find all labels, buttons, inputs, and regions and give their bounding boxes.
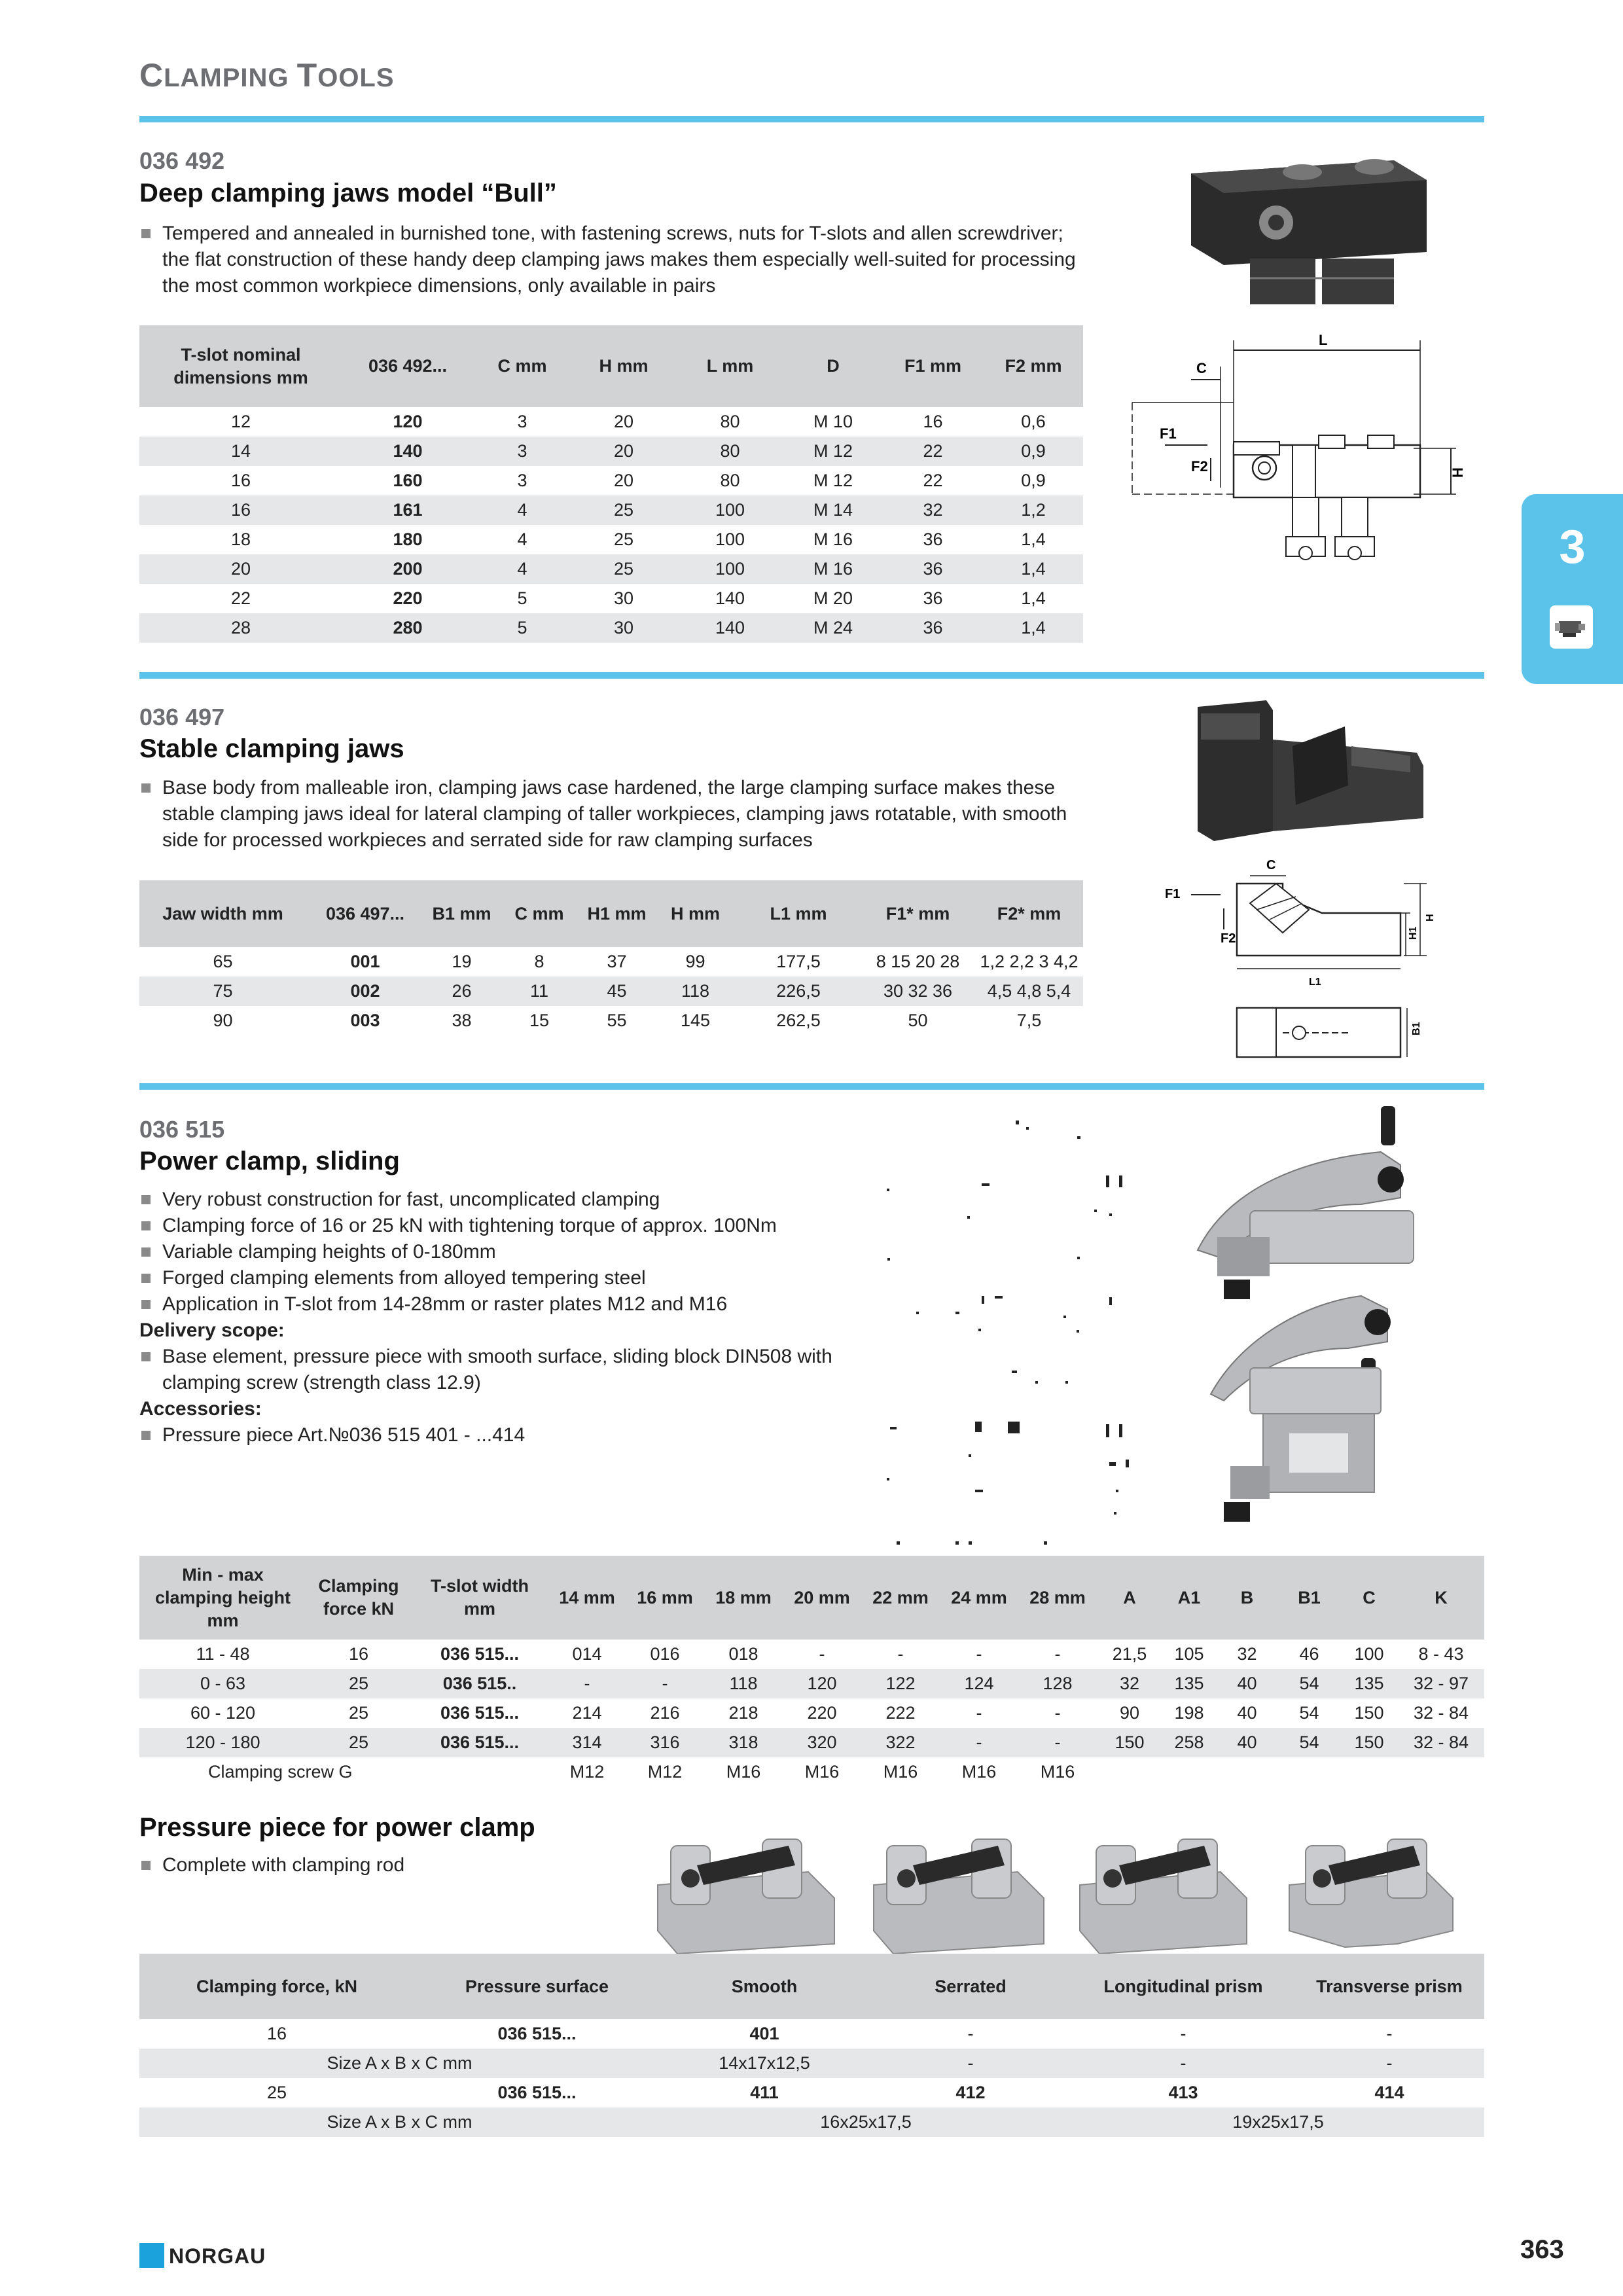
product-photo-bull-jaws [1178, 154, 1440, 314]
section-rule [139, 672, 1484, 679]
dim-label-H: H [1425, 914, 1436, 922]
product-title: Pressure piece for power clamp [139, 1813, 535, 1842]
col-header: B [1216, 1556, 1278, 1640]
table-row: 11 - 48 16 036 515... 014 016 018 - - - - 21,5 105 32 46 100 8 - 43 [196, 1644, 1464, 1664]
article-number: 036 492 [139, 147, 225, 174]
force-label-F2: F2 [1191, 458, 1208, 475]
col-header: Smooth [660, 1954, 869, 2019]
dim-label-L1: L1 [1309, 977, 1321, 988]
col-header: H1 mm [579, 880, 654, 947]
table-row: 25 036 515... 411 412 413 414 [266, 2083, 1404, 2102]
col-header: 22 mm [861, 1556, 940, 1640]
product-title: Deep clamping jaws model “Bull” [139, 179, 557, 207]
bullet-item: Complete with clamping rod [139, 1852, 663, 1878]
table-row: 20 200 4 25 100 M 16 36 1,4 [139, 554, 1083, 584]
col-header: 18 mm [704, 1556, 783, 1640]
col-header: A [1097, 1556, 1162, 1640]
table-row: 75 002 26 11 45 118 226,5 30 32 36 4,5 4,8 5,4 [139, 977, 1083, 1006]
product-description [139, 775, 1082, 853]
page-title: CLAMPING TOOLS [139, 57, 395, 94]
pressure-piece-longitudinal-prism [1080, 1839, 1247, 1954]
col-header: 20 mm [783, 1556, 861, 1640]
table-header-row [139, 1954, 1484, 2019]
table-row: 18 180 4 25 100 M 16 36 1,4 [230, 529, 1046, 549]
table-header-row [139, 1556, 1484, 1640]
col-header: Min - max clamping height mm [139, 1556, 306, 1640]
bullet-item: Very robust construction for fast, uncomplicated clamping [139, 1187, 912, 1213]
product-photo-stable-jaws [1188, 700, 1430, 844]
product-features [139, 1187, 912, 1448]
col-header: T-slot nominal dimensions mm [139, 325, 342, 407]
col-header: F2 mm [984, 325, 1083, 407]
col-header: Serrated [869, 1954, 1072, 2019]
col-header: L1 mm [736, 880, 861, 947]
pressure-piece-transverse-prism [1289, 1839, 1453, 1947]
col-header: Pressure surface [414, 1954, 660, 2019]
spec-table-pressure-piece [139, 1954, 1484, 2137]
brand-name: NORGAU [169, 2244, 266, 2268]
product-title: Power clamp, sliding [139, 1147, 400, 1175]
col-header: F1 mm [882, 325, 984, 407]
table-row: 14 140 3 20 80 M 12 22 0,9 [139, 437, 1083, 466]
bullet-item: Pressure piece Art.№036 515 401 - ...414 [139, 1422, 912, 1448]
product-description [139, 221, 1082, 299]
bullet-item: Base element, pressure piece with smooth surface, sliding block DIN508 with clamping screw (strength class 12.9) [139, 1344, 912, 1396]
spec-table-036492 [139, 325, 1083, 643]
table-row: 28 280 5 30 140 M 24 36 1,4 [139, 613, 1083, 643]
table-row: 16 160 3 20 80 M 12 22 0,9 [230, 471, 1046, 490]
col-header: K [1398, 1556, 1484, 1640]
technical-drawing-stable-jaws [1152, 857, 1440, 1067]
page-number: 363 [1520, 2235, 1564, 2264]
force-label-F1: F1 [1160, 425, 1177, 442]
pressure-piece-smooth [658, 1839, 834, 1954]
table-row-clamping-screw: Clamping screw G M12 M12 M16 M16 M16 M16 M16 [208, 1762, 1075, 1782]
clamp-tool-icon [1550, 605, 1593, 649]
col-header: 24 mm [940, 1556, 1018, 1640]
col-header: 28 mm [1018, 1556, 1097, 1640]
col-header: Longitudinal prism [1072, 1954, 1294, 2019]
chapter-number: 3 [1559, 521, 1586, 573]
pressure-piece-serrated [874, 1839, 1044, 1954]
col-header: Transverse prism [1294, 1954, 1484, 2019]
col-header: C mm [473, 325, 571, 407]
col-header: 14 mm [548, 1556, 626, 1640]
delivery-scope-label: Delivery scope: [139, 1319, 285, 1341]
spec-table-036497 [139, 880, 1083, 1035]
article-number: 036 497 [139, 704, 225, 730]
table-row: 12 120 3 20 80 M 10 16 0,6 [230, 412, 1046, 431]
product-title: Stable clamping jaws [139, 734, 404, 763]
bullet-item: Clamping force of 16 or 25 kN with tightening torque of approx. 100Nm [139, 1213, 912, 1239]
dim-label-H1: H1 [1408, 926, 1419, 940]
col-header: F2* mm [975, 880, 1083, 947]
accessories-label: Accessories: [139, 1398, 262, 1420]
dim-label-C: C [1196, 360, 1207, 376]
section-rule [139, 1083, 1484, 1090]
bullet-item: Forged clamping elements from alloyed tempering steel [139, 1265, 912, 1291]
bullet-item: Base body from malleable iron, clamping jaws case hardened, the large clamping surface makes these stable clamping jaws ideal for lateral clamping of taller workpieces, clamping jaws rotatable, with smooth side for processed workpieces and serrated side for raw clamping surfaces [139, 775, 1082, 853]
col-header: C mm [499, 880, 579, 947]
table-row: 16 161 4 25 100 M 14 32 1,2 [139, 495, 1083, 525]
table-row: 90 003 38 15 55 145 262,5 50 7,5 [213, 1011, 1042, 1030]
product-photos-pressure-pieces [645, 1833, 1463, 1957]
col-header: D [784, 325, 882, 407]
table-row: 120 - 180 25 036 515... 314 316 318 320 322 - - 150 258 40 54 150 32 - 84 [139, 1728, 1484, 1757]
col-header: T-slot width mm [411, 1556, 548, 1640]
dim-label-H: H [1450, 467, 1466, 478]
col-header: 036 497... [306, 880, 424, 947]
table-row: 60 - 120 25 036 515... 214 216 218 220 222 - - 90 198 40 54 150 32 - 84 [190, 1703, 1469, 1723]
col-header: Clamping force, kN [139, 1954, 414, 2019]
table-row: 0 - 63 25 036 515.. - - 118 120 122 124 128 32 135 40 54 135 32 - 97 [139, 1669, 1484, 1698]
col-header: L mm [676, 325, 784, 407]
table-row: 16 036 515... 401 - - - [266, 2024, 1393, 2043]
col-header: B1 mm [424, 880, 499, 947]
table-row: 65 001 19 8 37 99 177,5 8 15 20 28 1,2 2,2 3 4,2 [213, 952, 1079, 971]
table-header-row [139, 325, 1083, 407]
col-header: Clamping force kN [306, 1556, 411, 1640]
table-row: 22 220 5 30 140 M 20 36 1,4 [230, 588, 1046, 608]
col-header: H mm [654, 880, 736, 947]
bullet-item: Variable clamping heights of 0-180mm [139, 1239, 912, 1265]
col-header: B1 [1278, 1556, 1340, 1640]
dim-label-B1: B1 [1411, 1022, 1422, 1035]
col-header: 16 mm [626, 1556, 704, 1640]
col-header: A1 [1162, 1556, 1216, 1640]
table-row: Size A x B x C mm 16x25x17,5 19x25x17,5 [139, 2108, 1484, 2137]
dim-label-C: C [1266, 858, 1276, 872]
col-header: H mm [571, 325, 676, 407]
technical-drawing-bull-jaws [1126, 331, 1479, 566]
bullet-item: Application in T-slot from 14-28mm or raster plates M12 and M16 [139, 1291, 912, 1318]
force-label-F1: F1 [1165, 887, 1181, 901]
col-header: Jaw width mm [139, 880, 306, 947]
spec-table-036515 [139, 1556, 1484, 1787]
table-header-row [139, 880, 1083, 947]
bullet-item: Tempered and annealed in burnished tone, with fastening screws, nuts for T-slots and allen screwdriver; the flat construction of these handy deep clamping jaws makes them especially well-suited for processing the most common workpiece dimensions, only available in pairs [139, 221, 1082, 299]
header-rule [139, 116, 1484, 122]
product-description [139, 1852, 663, 1878]
product-photo-power-clamp [1191, 1106, 1433, 1532]
col-header: F1* mm [861, 880, 975, 947]
table-row: Size A x B x C mm 14x17x12,5 - - - [139, 2049, 1484, 2078]
chapter-tab[interactable] [1522, 494, 1623, 684]
brand-logo-mark [139, 2243, 164, 2268]
force-label-F2: F2 [1221, 931, 1236, 946]
article-number: 036 515 [139, 1116, 225, 1143]
dim-label-L: L [1319, 332, 1328, 348]
scan-artifacts [883, 1119, 1178, 1551]
col-header: C [1340, 1556, 1398, 1640]
col-header: 036 492... [342, 325, 473, 407]
